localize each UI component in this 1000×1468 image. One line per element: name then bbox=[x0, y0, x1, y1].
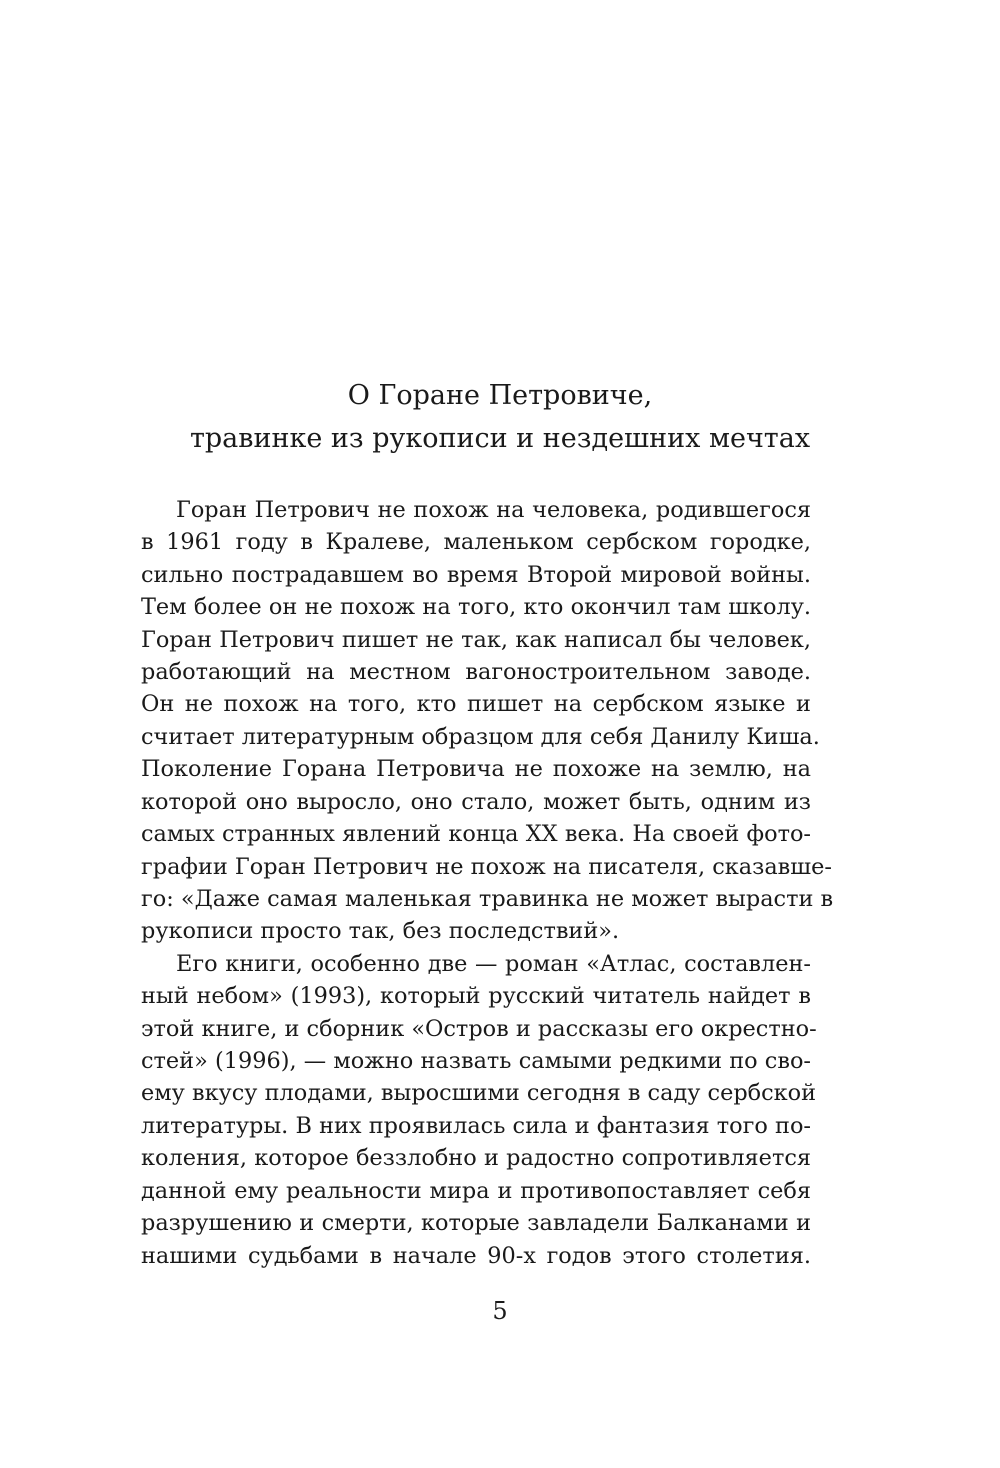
text-line: стей» (1996), — можно назвать самыми редкими по сво- bbox=[141, 1048, 811, 1074]
text-line: рукописи просто так, без последствий». bbox=[141, 918, 620, 944]
page-number: 5 bbox=[492, 1297, 508, 1325]
text-line: коления, которое беззлобно и радостно сопротивляется bbox=[141, 1145, 811, 1171]
text-line: Он не похож на того, кто пишет на сербском языке и bbox=[141, 691, 811, 717]
text-line: самых странных явлений конца XX века. На своей фото- bbox=[141, 821, 811, 847]
text-line: Его книги, особенно две — роман «Атлас, составлен- bbox=[176, 951, 811, 977]
text-line: в 1961 году в Кралеве, маленьком сербском городке, bbox=[141, 529, 811, 555]
text-line: работающий на местном вагоностроительном заводе. bbox=[141, 659, 811, 685]
text-line: графии Горан Петрович не похож на писателя, сказавше- bbox=[141, 854, 832, 880]
text-line: считает литературным образцом для себя Данилу Киша. bbox=[141, 724, 820, 750]
text-line: нашими судьбами в начале 90-х годов этого столетия. bbox=[141, 1243, 811, 1269]
chapter-title-line-1: О Горане Петровиче, bbox=[347, 380, 653, 411]
text-line: Поколение Горана Петровича не похоже на землю, на bbox=[141, 756, 811, 782]
text-line: Горан Петрович не похож на человека, родившегося bbox=[176, 497, 811, 523]
text-line: Горан Петрович пишет не так, как написал бы человек, bbox=[141, 627, 811, 653]
text-line: которой оно выросло, оно стало, может быть, одним из bbox=[141, 789, 811, 815]
text-line: сильно пострадавшем во время Второй мировой войны. bbox=[141, 562, 811, 588]
text-line: разрушению и смерти, которые завладели Балканами и bbox=[141, 1210, 811, 1236]
text-line: этой книге, и сборник «Остров и рассказы его окрестно- bbox=[141, 1016, 817, 1042]
text-line: го: «Даже самая маленькая травинка не может вырасти в bbox=[141, 886, 834, 912]
text-line: ему вкусу плодами, выросшими сегодня в саду сербской bbox=[141, 1080, 817, 1106]
text-line: Тем более он не похож на того, кто окончил там школу. bbox=[141, 594, 811, 620]
text-line: данной ему реальности мира и противопоставляет себя bbox=[141, 1178, 811, 1204]
chapter-title-line-2: травинке из рукописи и нездешних мечтах bbox=[189, 423, 811, 454]
text-line: ный небом» (1993), который русский читатель найдет в bbox=[141, 983, 811, 1009]
text-line: литературы. В них проявилась сила и фантазия того по- bbox=[141, 1113, 811, 1139]
